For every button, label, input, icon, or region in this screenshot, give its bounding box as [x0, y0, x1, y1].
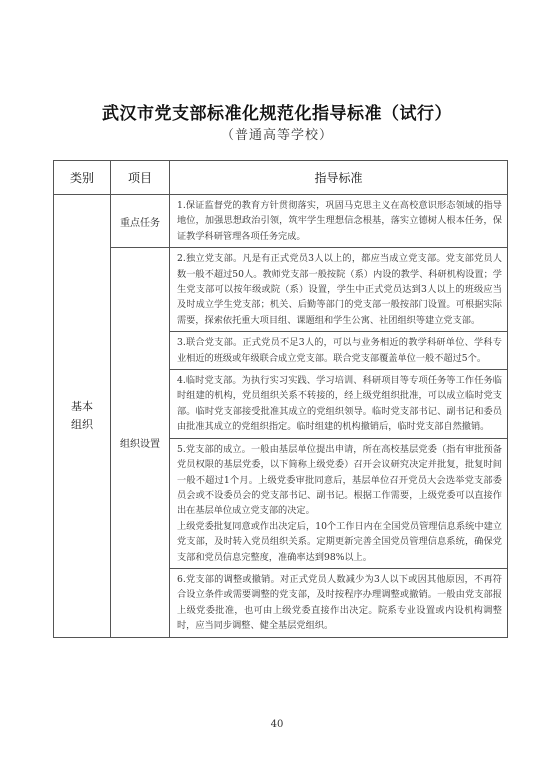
table-row — [54, 195, 508, 248]
table-row — [54, 248, 508, 332]
category-label-line2: 组织 — [71, 417, 93, 431]
standard-text: 5.党支部的成立。一般由基层单位提出申请，所在高校基层党委（指有审批预备党员权限的基层党委，以下简称上级党委）召开会议研究决定并批复，批复时间一般不超过1个月。上级党委审批同意后，基层单位召开党员大会选举党支部委员会或不设委员会的党支部书记、副书记。根据工作需要，上级党委可以直接作出在基层单位成立党支部的决定。 — [177, 443, 502, 517]
category-cell — [54, 195, 111, 638]
standard-text: 上级党委批复同意或作出决定后，10个工作日内在全国党员管理信息系统中建立党支部，及时转入党员组织关系。定期更新完善全国党员管理信息系统，确保党支部和党员信息完整度，准确率达到98%以上。 — [177, 520, 502, 563]
document-title: 武汉市党支部标准化规范化指导标准（试行） — [102, 104, 452, 124]
column-header-standard: 指导标准 — [170, 161, 508, 195]
standard-text: 1.保证监督党的教育方针贯彻落实，巩固马克思主义在高校意识形态领域的指导地位，加强思想政治引领，筑牢学生理想信念根基，落实立德树人根本任务，保证教学科研管理各项任务完成。 — [177, 200, 502, 242]
page-number: 40 — [270, 719, 284, 730]
standard-cell — [170, 370, 508, 439]
standard-text: 3.联合党支部。正式党员不足3人的，可以与业务相近的教学科研单位、学科专业相近的班级或年级联合成立党支部。联合党支部覆盖单位一般不超过5个。 — [177, 337, 502, 364]
item-cell-key-tasks: 重点任务 — [111, 195, 170, 248]
table-header-row — [54, 161, 508, 195]
category-label-line1: 基本 — [71, 399, 93, 413]
column-header-category: 类别 — [54, 161, 111, 195]
standard-cell — [170, 332, 508, 370]
standard-text: 4.临时党支部。为执行实习实践、学习培训、科研项目等专项任务等工作任务临时组建的机构，党员组织关系不转接的，经上级党组织批准，可以成立临时党支部。临时党支部接受批准其成立的党组织领导。临时党支部书记、副书记和委员由批准其成立的党组织指定。临时组建的机构撤销后，临时党支部自然撤销。 — [177, 375, 502, 433]
item-cell-org-setup: 组织设置 — [111, 248, 170, 637]
standard-cell — [170, 568, 508, 637]
standard-text: 6.党支部的调整或撤销。对正式党员人数减少为3人以下或因其他原因，不再符合设立条件或需要调整的党支部，及时按程序办理调整或撤销。一般由党支部报上级党委批准，也可由上级党委直接作出决定。院系专业设置或内设机构调整时，应当同步调整、健全基层党组织。 — [177, 573, 502, 632]
column-header-item: 项目 — [111, 161, 170, 195]
document-subtitle: （普通高等学校） — [220, 128, 333, 143]
guideline-table — [53, 160, 508, 638]
standard-cell — [170, 195, 508, 248]
standard-cell — [170, 248, 508, 332]
standard-cell — [170, 438, 508, 568]
standard-text: 2.独立党支部。凡是有正式党员3人以上的，都应当成立党支部。党支部党员人数一般不超过50人。教师党支部一般按院（系）内设的教学、科研机构设置；学生党支部可以按年级或院（系）设置，学生中正式党员达到3人以上的班级应当及时成立学生党支部；机关、后勤等部门的党支部一般按部门设置。可根据实际需要，探索依托重大项目组、课题组和学生公寓、社团组织等建立党支部。 — [177, 253, 502, 326]
